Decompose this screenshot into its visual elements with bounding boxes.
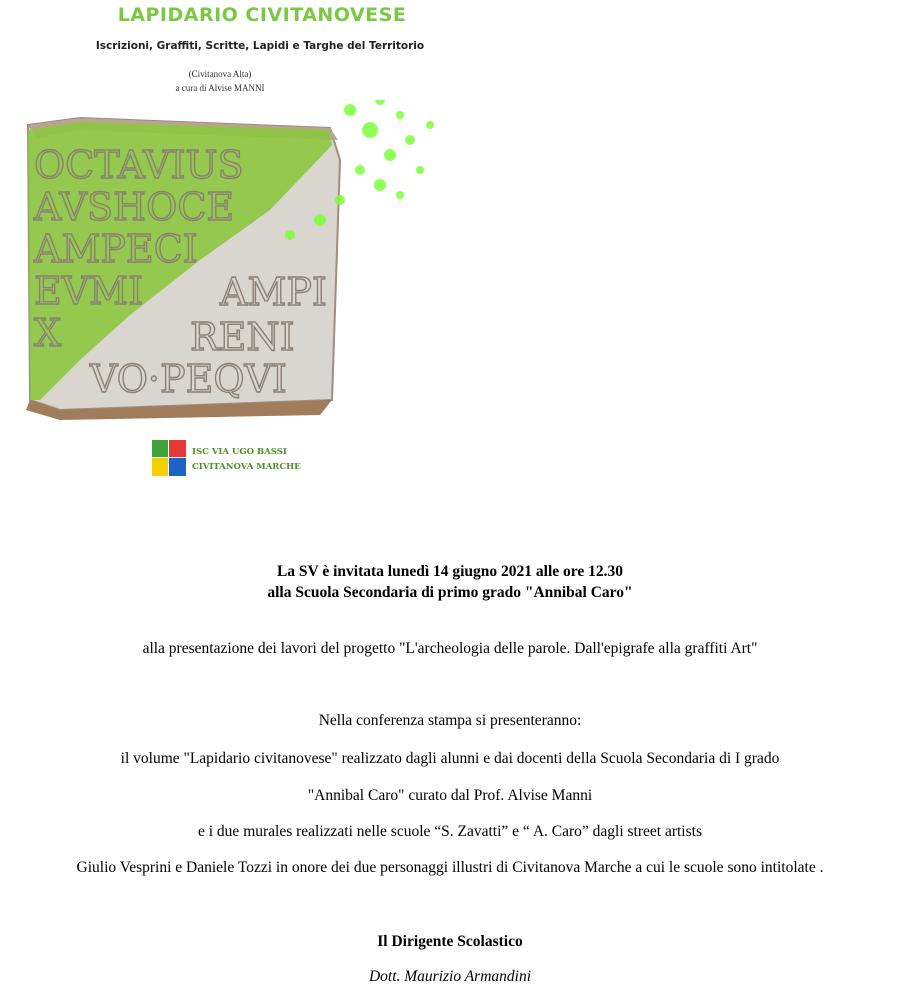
cover-subtitle: Iscrizioni, Graffiti, Scritte, Lapidi e Targhe del Territorio [95,40,425,52]
svg-text:EVMI: EVMI [34,269,144,313]
invitation-date: La SV è invitata lunedì 14 giugno 2021 alle ore 12.30 [276,563,624,580]
signature-name: Dott. Maurizio Armandini [368,968,532,985]
cover-title: LAPIDARIO CIVITANOVESE [117,4,407,26]
volume-curator: "Annibal Caro" curato dal Prof. Alvise Manni [307,787,593,804]
cover-editor: a cura di Alvise MANNI [175,83,265,93]
school-logo-icon [152,440,186,476]
invitation-place: alla Scuola Secondaria di primo grado "Annibal Caro" [267,584,633,601]
school-name: ISC VIA UGO BASSI [192,447,287,457]
cover-image [20,0,440,495]
svg-text:AVSHOCE: AVSHOCE [34,185,235,229]
volume-description: il volume "Lapidario civitanovese" realizzato dagli alunni e dai docenti della Scuola Secondaria di I grado [120,750,780,767]
murales-description: e i due murales realizzati nelle scuole “S. Zavatti” e “ A. Caro” dagli street artists [198,823,702,840]
cover-place: (Civitanova Alta) [188,69,252,79]
artists-description: Giulio Vesprini e Daniele Tozzi in onore dei due personaggi illustri di Civitanova Marche a cui le scuole sono intitolate . [76,859,824,876]
school-city: CIVITANOVA MARCHE [192,462,301,472]
svg-text:RENI: RENI [190,315,295,359]
svg-text:AMPECI: AMPECI [34,227,198,271]
svg-text:OCTAVIUS: OCTAVIUS [34,143,244,187]
signature-role: Il Dirigente Scolastico [377,933,523,950]
project-presentation: alla presentazione dei lavori del progetto "L'archeologia delle parole. Dall'epigrafe alla graffiti Art" [142,640,758,657]
inscribed-stone-image [20,100,440,430]
svg-text:X: X [34,311,62,355]
press-conference-intro: Nella conferenza stampa si presenteranno: [318,712,582,729]
svg-text:VO·PEQVI: VO·PEQVI [90,357,287,401]
svg-text:AMPI: AMPI [220,270,327,314]
